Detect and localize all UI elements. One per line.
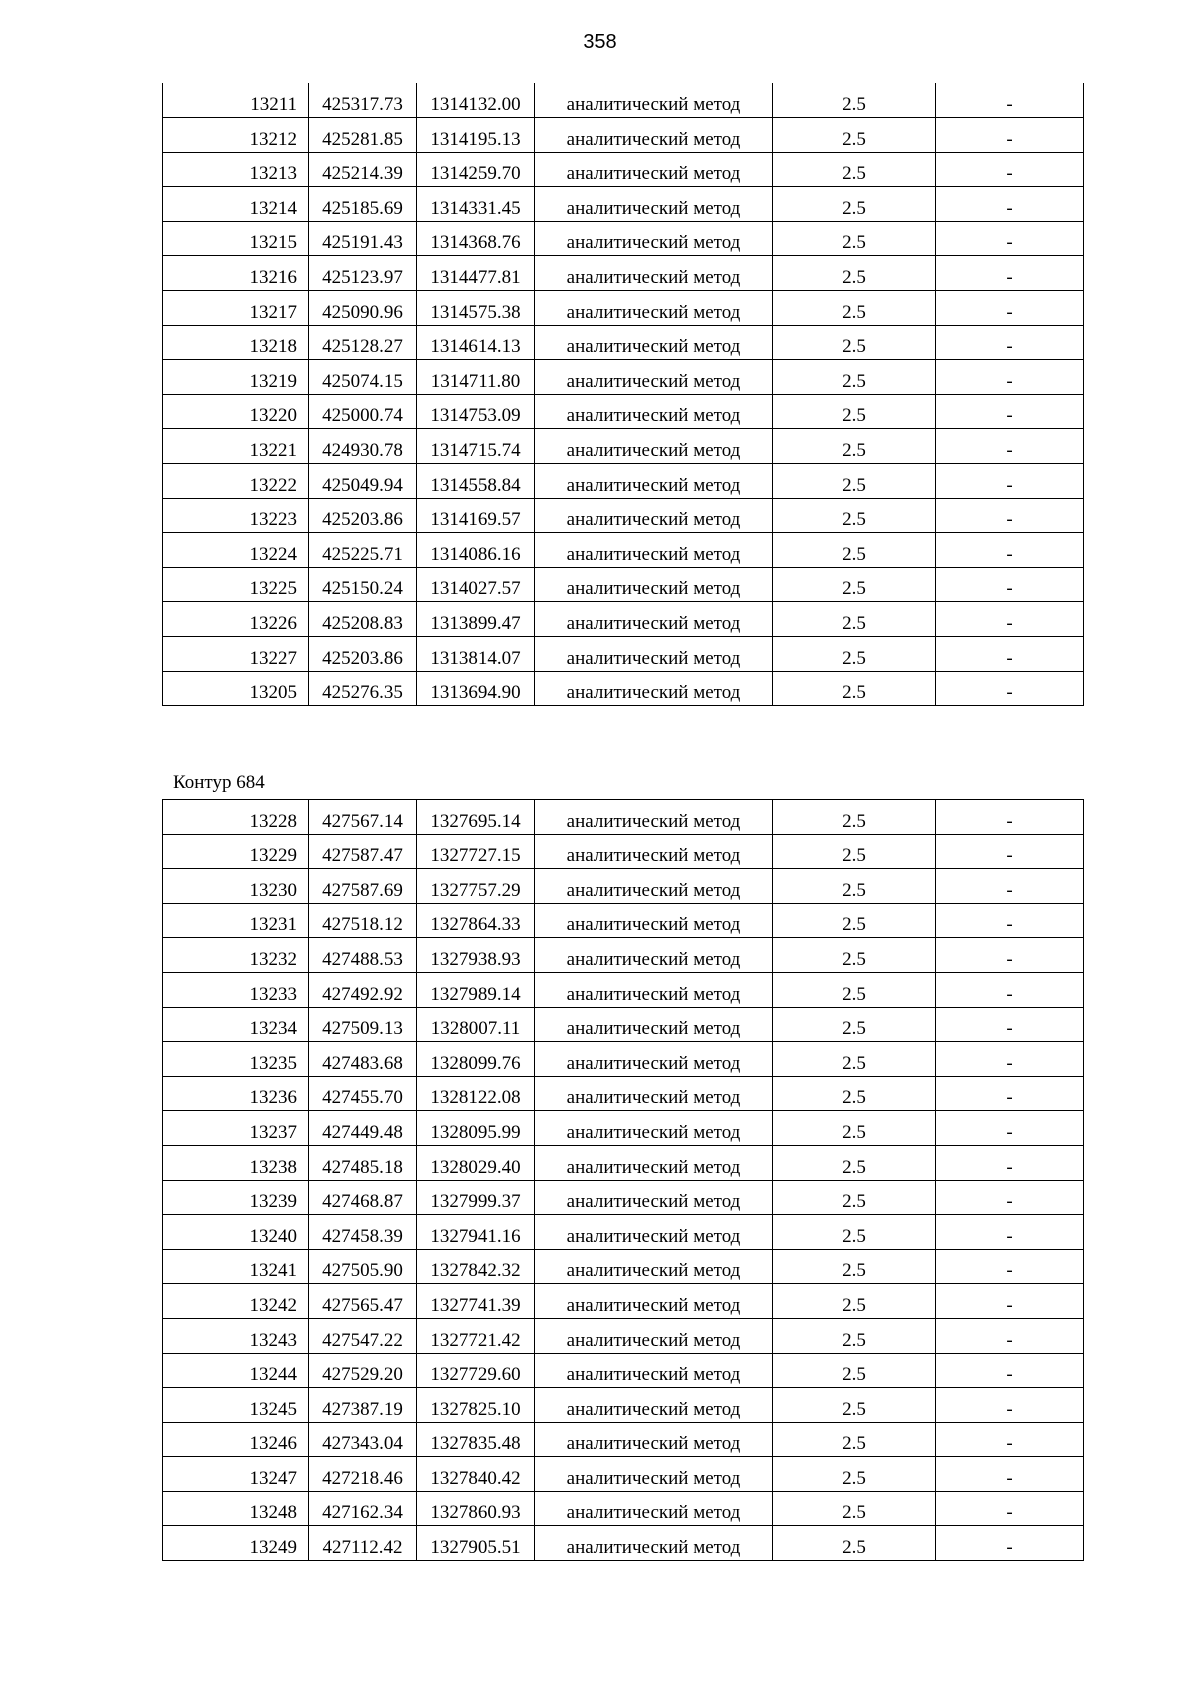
accuracy-cell: 2.5 [773,1318,936,1353]
y-coordinate-cell: 1314558.84 [417,464,535,499]
point-number-cell: 13232 [163,938,309,973]
table-row [163,291,1084,326]
method-cell: аналитический метод [535,972,773,1007]
point-number-cell: 13243 [163,1318,309,1353]
y-coordinate-cell: 1314027.57 [417,567,535,602]
table-row [163,903,1084,938]
y-coordinate-cell: 1328095.99 [417,1111,535,1146]
x-coordinate-cell: 425191.43 [309,221,417,256]
note-cell: - [936,325,1084,360]
x-coordinate-cell: 425150.24 [309,567,417,602]
y-coordinate-cell: 1313814.07 [417,637,535,672]
accuracy-cell: 2.5 [773,1526,936,1561]
table-row [163,1491,1084,1526]
table-row [163,221,1084,256]
y-coordinate-cell: 1327864.33 [417,903,535,938]
table-row [163,1318,1084,1353]
method-cell: аналитический метод [535,498,773,533]
note-cell: - [936,533,1084,568]
point-number-cell: 13211 [163,83,309,118]
accuracy-cell: 2.5 [773,1180,936,1215]
method-cell: аналитический метод [535,1215,773,1250]
y-coordinate-cell: 1327905.51 [417,1526,535,1561]
note-cell: - [936,1215,1084,1250]
x-coordinate-cell: 425281.85 [309,118,417,153]
table-row [163,1284,1084,1319]
x-coordinate-cell: 425214.39 [309,152,417,187]
note-cell: - [936,118,1084,153]
point-number-cell: 13241 [163,1249,309,1284]
table-row [163,1076,1084,1111]
method-cell: аналитический метод [535,1526,773,1561]
x-coordinate-cell: 427492.92 [309,972,417,1007]
accuracy-cell: 2.5 [773,360,936,395]
x-coordinate-cell: 425203.86 [309,498,417,533]
x-coordinate-cell: 427455.70 [309,1076,417,1111]
point-number-cell: 13236 [163,1076,309,1111]
note-cell: - [936,938,1084,973]
point-number-cell: 13240 [163,1215,309,1250]
note-cell: - [936,256,1084,291]
method-cell: аналитический метод [535,256,773,291]
y-coordinate-cell: 1327989.14 [417,972,535,1007]
accuracy-cell: 2.5 [773,498,936,533]
table-row [163,1457,1084,1492]
note-cell: - [936,1491,1084,1526]
accuracy-cell: 2.5 [773,1284,936,1319]
method-cell: аналитический метод [535,187,773,222]
note-cell: - [936,1422,1084,1457]
x-coordinate-cell: 427587.69 [309,869,417,904]
note-cell: - [936,903,1084,938]
accuracy-cell: 2.5 [773,1145,936,1180]
accuracy-cell: 2.5 [773,1076,936,1111]
x-coordinate-cell: 425208.83 [309,602,417,637]
method-cell: аналитический метод [535,360,773,395]
note-cell: - [936,394,1084,429]
method-cell: аналитический метод [535,1111,773,1146]
note-cell: - [936,187,1084,222]
method-cell: аналитический метод [535,869,773,904]
table-row [163,1111,1084,1146]
point-number-cell: 13237 [163,1111,309,1146]
method-cell: аналитический метод [535,394,773,429]
table-row [163,938,1084,973]
method-cell: аналитический метод [535,567,773,602]
y-coordinate-cell: 1314477.81 [417,256,535,291]
point-number-cell: 13234 [163,1007,309,1042]
note-cell: - [936,83,1084,118]
accuracy-cell: 2.5 [773,1457,936,1492]
x-coordinate-cell: 427488.53 [309,938,417,973]
y-coordinate-cell: 1314195.13 [417,118,535,153]
accuracy-cell: 2.5 [773,602,936,637]
point-number-cell: 13239 [163,1180,309,1215]
table-row [163,1422,1084,1457]
y-coordinate-cell: 1313899.47 [417,602,535,637]
y-coordinate-cell: 1327835.48 [417,1422,535,1457]
accuracy-cell: 2.5 [773,938,936,973]
table-row [163,1526,1084,1561]
x-coordinate-cell: 425128.27 [309,325,417,360]
x-coordinate-cell: 427112.42 [309,1526,417,1561]
point-number-cell: 13245 [163,1388,309,1423]
point-number-cell: 13221 [163,429,309,464]
y-coordinate-cell: 1328007.11 [417,1007,535,1042]
method-cell: аналитический метод [535,325,773,360]
point-number-cell: 13233 [163,972,309,1007]
note-cell: - [936,1318,1084,1353]
accuracy-cell: 2.5 [773,118,936,153]
point-number-cell: 13228 [163,800,309,835]
point-number-cell: 13244 [163,1353,309,1388]
x-coordinate-cell: 427218.46 [309,1457,417,1492]
table-row [163,1388,1084,1423]
accuracy-cell: 2.5 [773,1249,936,1284]
table-row [163,834,1084,869]
method-cell: аналитический метод [535,118,773,153]
x-coordinate-cell: 425185.69 [309,187,417,222]
point-number-cell: 13226 [163,602,309,637]
accuracy-cell: 2.5 [773,637,936,672]
method-cell: аналитический метод [535,429,773,464]
accuracy-cell: 2.5 [773,1353,936,1388]
accuracy-cell: 2.5 [773,834,936,869]
table-row [163,602,1084,637]
method-cell: аналитический метод [535,291,773,326]
accuracy-cell: 2.5 [773,256,936,291]
note-cell: - [936,567,1084,602]
note-cell: - [936,834,1084,869]
point-number-cell: 13219 [163,360,309,395]
method-cell: аналитический метод [535,1007,773,1042]
note-cell: - [936,1526,1084,1561]
note-cell: - [936,671,1084,706]
x-coordinate-cell: 425225.71 [309,533,417,568]
y-coordinate-cell: 1314753.09 [417,394,535,429]
x-coordinate-cell: 427509.13 [309,1007,417,1042]
y-coordinate-cell: 1314368.76 [417,221,535,256]
y-coordinate-cell: 1314331.45 [417,187,535,222]
coordinates-table-continued [162,83,1084,706]
x-coordinate-cell: 427485.18 [309,1145,417,1180]
y-coordinate-cell: 1327727.15 [417,834,535,869]
accuracy-cell: 2.5 [773,869,936,904]
point-number-cell: 13227 [163,637,309,672]
x-coordinate-cell: 427505.90 [309,1249,417,1284]
x-coordinate-cell: 424930.78 [309,429,417,464]
note-cell: - [936,1007,1084,1042]
note-cell: - [936,1457,1084,1492]
table-row [163,972,1084,1007]
method-cell: аналитический метод [535,1145,773,1180]
note-cell: - [936,1180,1084,1215]
note-cell: - [936,1145,1084,1180]
accuracy-cell: 2.5 [773,1388,936,1423]
accuracy-cell: 2.5 [773,152,936,187]
x-coordinate-cell: 425317.73 [309,83,417,118]
method-cell: аналитический метод [535,1042,773,1077]
table-row [163,1215,1084,1250]
point-number-cell: 13218 [163,325,309,360]
method-cell: аналитический метод [535,602,773,637]
accuracy-cell: 2.5 [773,800,936,835]
y-coordinate-cell: 1327695.14 [417,800,535,835]
note-cell: - [936,1353,1084,1388]
x-coordinate-cell: 427162.34 [309,1491,417,1526]
y-coordinate-cell: 1327721.42 [417,1318,535,1353]
y-coordinate-cell: 1328099.76 [417,1042,535,1077]
x-coordinate-cell: 427343.04 [309,1422,417,1457]
accuracy-cell: 2.5 [773,1215,936,1250]
note-cell: - [936,602,1084,637]
table-row [163,533,1084,568]
table-row [163,869,1084,904]
note-cell: - [936,972,1084,1007]
point-number-cell: 13238 [163,1145,309,1180]
y-coordinate-cell: 1314259.70 [417,152,535,187]
table-row [163,394,1084,429]
x-coordinate-cell: 427587.47 [309,834,417,869]
y-coordinate-cell: 1314169.57 [417,498,535,533]
note-cell: - [936,152,1084,187]
method-cell: аналитический метод [535,221,773,256]
y-coordinate-cell: 1327999.37 [417,1180,535,1215]
x-coordinate-cell: 427449.48 [309,1111,417,1146]
accuracy-cell: 2.5 [773,671,936,706]
accuracy-cell: 2.5 [773,533,936,568]
point-number-cell: 13222 [163,464,309,499]
method-cell: аналитический метод [535,464,773,499]
point-number-cell: 13223 [163,498,309,533]
table-row [163,567,1084,602]
x-coordinate-cell: 427518.12 [309,903,417,938]
page-number: 358 [583,31,617,53]
method-cell: аналитический метод [535,1284,773,1319]
x-coordinate-cell: 427468.87 [309,1180,417,1215]
point-number-cell: 13216 [163,256,309,291]
accuracy-cell: 2.5 [773,1422,936,1457]
point-number-cell: 13217 [163,291,309,326]
method-cell: аналитический метод [535,152,773,187]
x-coordinate-cell: 427483.68 [309,1042,417,1077]
point-number-cell: 13230 [163,869,309,904]
point-number-cell: 13224 [163,533,309,568]
accuracy-cell: 2.5 [773,464,936,499]
x-coordinate-cell: 425203.86 [309,637,417,672]
point-number-cell: 13247 [163,1457,309,1492]
x-coordinate-cell: 425090.96 [309,291,417,326]
note-cell: - [936,800,1084,835]
y-coordinate-cell: 1327825.10 [417,1388,535,1423]
point-number-cell: 13215 [163,221,309,256]
point-number-cell: 13212 [163,118,309,153]
accuracy-cell: 2.5 [773,567,936,602]
table-row [163,1180,1084,1215]
method-cell: аналитический метод [535,1388,773,1423]
method-cell: аналитический метод [535,1353,773,1388]
method-cell: аналитический метод [535,938,773,973]
y-coordinate-cell: 1327729.60 [417,1353,535,1388]
method-cell: аналитический метод [535,903,773,938]
x-coordinate-cell: 427565.47 [309,1284,417,1319]
method-cell: аналитический метод [535,1180,773,1215]
method-cell: аналитический метод [535,533,773,568]
table-row [163,1249,1084,1284]
table-row [163,187,1084,222]
table-row [163,1353,1084,1388]
table-row [163,1042,1084,1077]
note-cell: - [936,637,1084,672]
note-cell: - [936,1249,1084,1284]
point-number-cell: 13249 [163,1526,309,1561]
table-row [163,1007,1084,1042]
accuracy-cell: 2.5 [773,1111,936,1146]
point-number-cell: 13242 [163,1284,309,1319]
coordinates-table-contour [162,799,1084,1561]
accuracy-cell: 2.5 [773,394,936,429]
accuracy-cell: 2.5 [773,291,936,326]
y-coordinate-cell: 1327842.32 [417,1249,535,1284]
point-number-cell: 13246 [163,1422,309,1457]
contour-label: Контур 684 [173,772,265,793]
y-coordinate-cell: 1327938.93 [417,938,535,973]
accuracy-cell: 2.5 [773,429,936,464]
method-cell: аналитический метод [535,1249,773,1284]
point-number-cell: 13205 [163,671,309,706]
method-cell: аналитический метод [535,83,773,118]
note-cell: - [936,1388,1084,1423]
point-number-cell: 13220 [163,394,309,429]
method-cell: аналитический метод [535,1318,773,1353]
y-coordinate-cell: 1327860.93 [417,1491,535,1526]
point-number-cell: 13248 [163,1491,309,1526]
note-cell: - [936,221,1084,256]
method-cell: аналитический метод [535,1491,773,1526]
accuracy-cell: 2.5 [773,903,936,938]
point-number-cell: 13229 [163,834,309,869]
note-cell: - [936,1284,1084,1319]
note-cell: - [936,1076,1084,1111]
method-cell: аналитический метод [535,637,773,672]
note-cell: - [936,869,1084,904]
y-coordinate-cell: 1314614.13 [417,325,535,360]
note-cell: - [936,291,1084,326]
x-coordinate-cell: 427387.19 [309,1388,417,1423]
x-coordinate-cell: 427547.22 [309,1318,417,1353]
table-row [163,118,1084,153]
note-cell: - [936,1111,1084,1146]
accuracy-cell: 2.5 [773,187,936,222]
x-coordinate-cell: 425074.15 [309,360,417,395]
table-row [163,256,1084,291]
x-coordinate-cell: 425276.35 [309,671,417,706]
table-row [163,637,1084,672]
y-coordinate-cell: 1313694.90 [417,671,535,706]
accuracy-cell: 2.5 [773,83,936,118]
y-coordinate-cell: 1327741.39 [417,1284,535,1319]
point-number-cell: 13235 [163,1042,309,1077]
table-row [163,429,1084,464]
y-coordinate-cell: 1328029.40 [417,1145,535,1180]
x-coordinate-cell: 425000.74 [309,394,417,429]
note-cell: - [936,360,1084,395]
note-cell: - [936,464,1084,499]
accuracy-cell: 2.5 [773,221,936,256]
table-row [163,800,1084,835]
method-cell: аналитический метод [535,800,773,835]
point-number-cell: 13225 [163,567,309,602]
note-cell: - [936,1042,1084,1077]
y-coordinate-cell: 1314132.00 [417,83,535,118]
y-coordinate-cell: 1314715.74 [417,429,535,464]
accuracy-cell: 2.5 [773,1007,936,1042]
accuracy-cell: 2.5 [773,325,936,360]
table-row [163,152,1084,187]
accuracy-cell: 2.5 [773,972,936,1007]
y-coordinate-cell: 1314575.38 [417,291,535,326]
method-cell: аналитический метод [535,671,773,706]
table-row [163,498,1084,533]
accuracy-cell: 2.5 [773,1491,936,1526]
x-coordinate-cell: 425123.97 [309,256,417,291]
table-row [163,464,1084,499]
x-coordinate-cell: 427529.20 [309,1353,417,1388]
y-coordinate-cell: 1327941.16 [417,1215,535,1250]
accuracy-cell: 2.5 [773,1042,936,1077]
y-coordinate-cell: 1314086.16 [417,533,535,568]
method-cell: аналитический метод [535,1422,773,1457]
y-coordinate-cell: 1327840.42 [417,1457,535,1492]
note-cell: - [936,498,1084,533]
table-row [163,325,1084,360]
point-number-cell: 13213 [163,152,309,187]
table-row [163,83,1084,118]
x-coordinate-cell: 427567.14 [309,800,417,835]
x-coordinate-cell: 425049.94 [309,464,417,499]
table-row [163,671,1084,706]
point-number-cell: 13231 [163,903,309,938]
x-coordinate-cell: 427458.39 [309,1215,417,1250]
y-coordinate-cell: 1327757.29 [417,869,535,904]
y-coordinate-cell: 1328122.08 [417,1076,535,1111]
method-cell: аналитический метод [535,1457,773,1492]
point-number-cell: 13214 [163,187,309,222]
y-coordinate-cell: 1314711.80 [417,360,535,395]
method-cell: аналитический метод [535,834,773,869]
table-row [163,1145,1084,1180]
table-row [163,360,1084,395]
method-cell: аналитический метод [535,1076,773,1111]
note-cell: - [936,429,1084,464]
